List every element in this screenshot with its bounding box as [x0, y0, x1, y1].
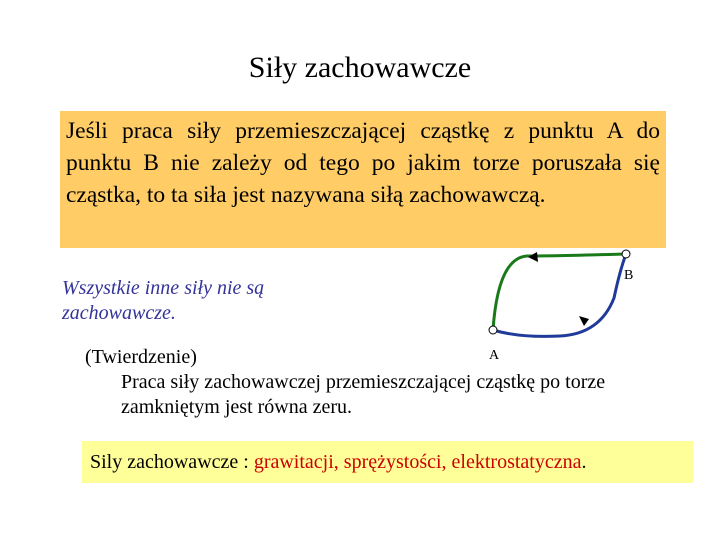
arrow-upper-icon: [528, 252, 538, 262]
theorem-heading: (Twierdzenie): [85, 346, 197, 368]
definition-text: Jeśli praca siły przemieszczającej cząstkę z punktu A do punktu B nie zależy od tego po jakim torze poruszała się cząstka, to ta siła jest nazywana siłą zachowawczą.: [66, 118, 660, 208]
forces-label: Sily zachowawcze :: [90, 451, 254, 473]
conservative-forces-box: [82, 441, 693, 483]
forces-values: grawitacji, sprężystości, elektrostatyczna: [253, 451, 582, 473]
theorem-block: [85, 345, 665, 420]
theorem-body: Praca siły zachowawczej przemieszczającej cząstkę po torze zamkniętym jest równa zeru.: [121, 371, 606, 418]
slide-title: Siły zachowawcze: [248, 51, 472, 84]
point-b-label: B: [624, 268, 634, 283]
point-b-marker: [622, 250, 630, 258]
arrow-lower-icon: [579, 316, 589, 326]
point-a-marker: [489, 326, 497, 334]
path-upper: [493, 254, 626, 330]
forces-end: .: [581, 451, 587, 473]
path-lower: [493, 254, 626, 336]
point-a-label: A: [489, 348, 500, 363]
non-conservative-note: Wszystkie inne siły nie są zachowawcze.: [62, 277, 265, 324]
